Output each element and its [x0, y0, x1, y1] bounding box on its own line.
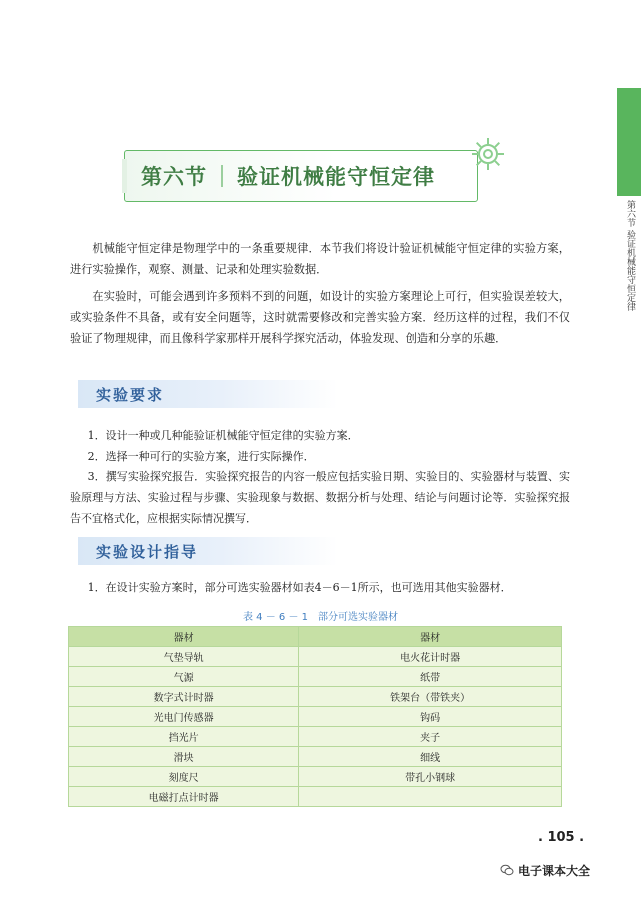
table-cell: 铁架台（带铁夹）: [299, 687, 562, 707]
table-cell: 带孔小钢球: [299, 767, 562, 787]
table-caption: 表 4 － 6 － 1 部分可选实验器材: [243, 612, 398, 623]
section-title-banner: [124, 150, 478, 202]
footer-brand-text: 电子课本大全: [518, 864, 591, 878]
section-heading-text: 实验要求: [96, 386, 165, 404]
title-divider: [221, 165, 223, 187]
section-heading-text: 实验设计指导: [96, 543, 199, 561]
table-cell: 刻度尺: [69, 767, 299, 787]
section-heading-design-guide: [78, 537, 338, 565]
wechat-icon: [500, 863, 514, 877]
guide-item-1: 1．在设计实验方案时，部分可选实验器材如表4－6－1所示，也可选用其他实验器材．: [87, 581, 512, 594]
table-cell: 挡光片: [69, 727, 299, 747]
chapter-side-label: 第六节 验证机械能守恒定律: [625, 200, 635, 311]
table-row: [69, 707, 562, 727]
requirement-item-2: 2．选择一种可行的实验方案，进行实际操作．: [87, 450, 315, 463]
page-number: . 105 .: [538, 830, 585, 845]
gear-icon: [466, 132, 510, 176]
table-row: [69, 747, 562, 767]
table-header-cell: 器材: [299, 627, 562, 647]
table-cell: 数字式计时器: [69, 687, 299, 707]
section-name: 验证机械能守恒定律: [237, 165, 435, 189]
section-heading-requirements: [78, 380, 338, 408]
table-cell: 气源: [69, 667, 299, 687]
requirement-item-3: 3．撰写实验探究报告．实验探究报告的内容一般应包括实验日期、实验目的、实验器材与装置、实验原理与方法、实验过程与步骤、实验现象与数据、数据分析与处理、结论与问题讨论等．实验探究报告不宜格式化，应根据实际情况撰写．: [70, 470, 570, 525]
intro-paragraph-1: 机械能守恒定律是物理学中的一条重要规律．本节我们将设计验证机械能守恒定律的实验方案，进行实验操作，观察、测量、记录和处理实验数据．: [70, 242, 570, 276]
section-title: [141, 161, 435, 191]
title-accent-bar: [122, 159, 127, 193]
intro-paragraph-2: 在实验时，可能会遇到许多预料不到的问题，如设计的实验方案理论上可行，但实验误差较大，或实验条件不具备，或有安全问题等，这时就需要修改和完善实验方案．经历这样的过程，我们不仅验证了物理规律，而且像科学家那样开展科学探究活动，体验发现、创造和分享的乐趣．: [70, 290, 570, 345]
table-row: [69, 727, 562, 747]
table-cell: [299, 787, 562, 807]
table-row: [69, 767, 562, 787]
table-header-cell: 器材: [69, 627, 299, 647]
table-row: [69, 667, 562, 687]
table-cell: 光电门传感器: [69, 707, 299, 727]
table-cell: 细线: [299, 747, 562, 767]
table-header-row: [69, 627, 562, 647]
table-cell: 滑块: [69, 747, 299, 767]
table-cell: 纸带: [299, 667, 562, 687]
table-cell: 气垫导轨: [69, 647, 299, 667]
footer-brand: [500, 862, 590, 879]
chapter-side-tab: [617, 88, 641, 196]
table-cell: 电磁打点计时器: [69, 787, 299, 807]
table-cell: 电火花计时器: [299, 647, 562, 667]
requirement-item-1: 1．设计一种或几种能验证机械能守恒定律的实验方案．: [87, 429, 359, 442]
table-cell: 夹子: [299, 727, 562, 747]
equipment-table: [68, 626, 562, 807]
table-row: [69, 687, 562, 707]
table-row: [69, 647, 562, 667]
table-row: [69, 787, 562, 807]
section-number: 第六节: [141, 165, 207, 189]
table-cell: 钩码: [299, 707, 562, 727]
